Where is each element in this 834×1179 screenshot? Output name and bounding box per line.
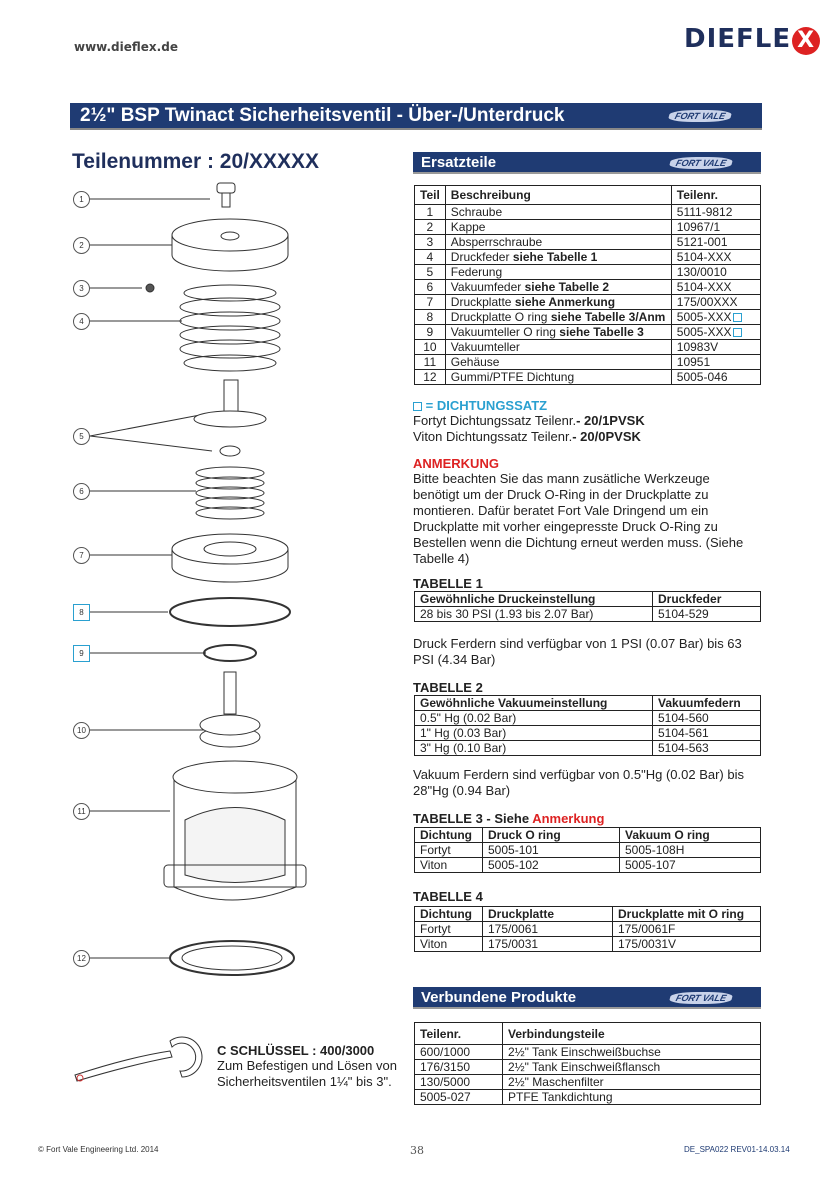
seal-kit-line1-pn: - 20/1PVSK <box>576 413 645 428</box>
table-row <box>415 922 761 937</box>
part-number-text: 10983V <box>676 340 719 354</box>
table-cell: 3 <box>415 235 446 250</box>
callout-3: 3 <box>73 280 90 297</box>
table3-heading <box>413 811 604 826</box>
table-cell: 5005-108H <box>620 843 761 858</box>
table-row <box>415 325 761 340</box>
table-cell: 175/0031V <box>613 937 761 952</box>
note-text: Bitte beachten Sie das mann zusätliche Werkzeuge benötigt um der Druck O-Ring in der Druckplatte zu montieren. Dafür beratet Fort Vale Dringend um ein Druckplatte mit vorher eingepresste Druck O-Ring zu Bestellen wenn die Dichtung erneut werden muss. (Siehe Tabelle 4) <box>413 471 744 566</box>
part-gasket <box>170 941 294 975</box>
table2-note: Vakuum Ferdern sind verfügbar von 0.5"Hg (0.02 Bar) bis 28"Hg (0.94 Bar) <box>413 767 744 798</box>
table-cell <box>445 265 671 280</box>
callout-4: 4 <box>73 313 90 330</box>
fort-vale-badge-related: FORT VALE <box>667 991 735 1005</box>
seal-kit-square-icon <box>733 328 742 337</box>
part-number-text: 10967/1 <box>676 220 721 234</box>
page-number: 38 <box>410 1144 424 1157</box>
description-text: Vakuumfeder <box>450 280 525 294</box>
table-cell <box>445 295 671 310</box>
spares-header-row <box>415 186 761 205</box>
logo-x: X <box>792 27 820 55</box>
part-o-ring-8 <box>170 598 290 626</box>
table-cell: 5 <box>415 265 446 280</box>
table-row <box>415 711 761 726</box>
table-cell <box>445 205 671 220</box>
part-screw <box>217 183 235 207</box>
seal-kit-line1: Fortyt Dichtungssatz Teilenr. <box>413 413 577 428</box>
table-cell <box>671 220 760 235</box>
seal-kit-label: = DICHTUNGSSATZ <box>425 398 548 413</box>
related-heading-bar <box>413 987 761 1009</box>
table-cell: 10 <box>415 340 446 355</box>
part-o-ring-9 <box>204 645 256 661</box>
table-cell <box>671 295 760 310</box>
table4 <box>414 906 761 952</box>
table-cell: 600/1000 <box>415 1045 503 1060</box>
table-cell <box>445 310 671 325</box>
table-cell: 5104-561 <box>653 726 761 741</box>
page-title: 2½" BSP Twinact Sicherheitsventil - Über-/Unterdruck <box>80 105 565 126</box>
table-cell: 4 <box>415 250 446 265</box>
table-cell: 175/0061 <box>483 922 613 937</box>
table-cell <box>671 235 760 250</box>
table-cell: 5005-102 <box>483 858 620 873</box>
table-row <box>415 310 761 325</box>
table-cell: 1 <box>415 205 446 220</box>
col-header: Vakuum O ring <box>620 828 761 843</box>
table3 <box>414 827 761 873</box>
part-number-text: 5005-046 <box>676 370 728 384</box>
table-cell <box>445 355 671 370</box>
table3-heading-text: TABELLE 3 - Siehe <box>413 811 533 826</box>
table-cell: 175/0061F <box>613 922 761 937</box>
callout-8: 8 <box>73 604 90 621</box>
part-number-text: 130/0010 <box>676 265 727 279</box>
note-block <box>413 456 758 567</box>
table1 <box>414 591 761 622</box>
col-header: Gewöhnliche Vakuumeinstellung <box>415 696 653 711</box>
col-header: Dichtung <box>415 828 483 843</box>
part-spring-stem <box>194 380 266 456</box>
table-cell: 175/0031 <box>483 937 613 952</box>
table-cell: PTFE Tankdichtung <box>503 1090 761 1105</box>
callout-1: 1 <box>73 191 90 208</box>
table1-note: Druck Ferdern sind verfügbar von 1 PSI (0.07 Bar) bis 63 PSI (4.34 Bar) <box>413 636 742 667</box>
callout-2: 2 <box>73 237 90 254</box>
table-cell: 2½" Tank Einschweißflansch <box>503 1060 761 1075</box>
table-cell <box>445 370 671 385</box>
table-cell: Viton <box>415 937 483 952</box>
table4-heading: TABELLE 4 <box>413 889 483 904</box>
col-header: Dichtung <box>415 907 483 922</box>
table-cell <box>671 340 760 355</box>
part-number-text: 5005-XXX <box>676 325 732 339</box>
table-cell: 2 <box>415 220 446 235</box>
description-ref: siehe Anmerkung <box>514 295 616 309</box>
seal-kit-line2-pn: - 20/0PVSK <box>572 429 641 444</box>
page-title-bar <box>70 103 762 130</box>
table-cell <box>445 325 671 340</box>
table-row <box>415 280 761 295</box>
part-number-text: 5104-XXX <box>676 250 732 264</box>
table-cell <box>445 280 671 295</box>
part-number-text: 10951 <box>676 355 711 369</box>
wrench-block <box>217 1043 402 1090</box>
note-heading: ANMERKUNG <box>413 456 499 471</box>
callout-12: 12 <box>73 950 90 967</box>
part-number-text: 5111-9812 <box>676 205 733 219</box>
logo-text: DIEFLE <box>684 24 792 54</box>
table-cell: 5104-529 <box>653 607 761 622</box>
table-row <box>415 843 761 858</box>
table-cell: Fortyt <box>415 922 483 937</box>
table-cell <box>671 280 760 295</box>
exploded-view-diagram <box>60 175 380 985</box>
description-ref: siehe Tabelle 3 <box>559 325 644 339</box>
wrench-title: C SCHLÜSSEL : 400/3000 <box>217 1043 375 1058</box>
table-cell <box>671 325 760 340</box>
table-cell: 6 <box>415 280 446 295</box>
table-row <box>415 220 761 235</box>
table2 <box>414 695 761 756</box>
footer-doc-ref: DE_SPA022 REV01-14.03.14 <box>684 1145 790 1154</box>
table-row <box>415 858 761 873</box>
part-number-text: 175/00XXX <box>676 295 738 309</box>
col-header: Teil <box>415 186 446 205</box>
table-cell: 176/3150 <box>415 1060 503 1075</box>
part-stop-screw <box>146 284 154 292</box>
description-text: Gummi/PTFE Dichtung <box>450 370 575 384</box>
fort-vale-badge-spares: FORT VALE <box>667 156 735 170</box>
description-text: Gehäuse <box>450 355 500 369</box>
callout-5: 5 <box>73 428 90 445</box>
table-row <box>415 741 761 756</box>
table-row <box>415 1045 761 1060</box>
dieflex-logo <box>684 24 820 55</box>
table-row <box>415 295 761 310</box>
table-cell: 9 <box>415 325 446 340</box>
table-cell: 2½" Tank Einschweißbuchse <box>503 1045 761 1060</box>
description-text: Druckplatte O ring <box>450 310 551 324</box>
col-header: Druckplatte mit O ring <box>613 907 761 922</box>
part-number-text: 5104-XXX <box>676 280 732 294</box>
table-cell <box>445 250 671 265</box>
description-text: Absperrschraube <box>450 235 543 249</box>
table3-heading-link: Anmerkung <box>532 811 605 826</box>
table1-heading: TABELLE 1 <box>413 576 483 591</box>
table-row <box>415 726 761 741</box>
leader-line-5a <box>90 415 200 436</box>
website-url: www.dieflex.de <box>74 40 178 54</box>
table-cell <box>671 265 760 280</box>
leader-line-5b <box>90 436 212 451</box>
part-cap <box>172 219 288 271</box>
part-vacuum-spring <box>196 467 264 519</box>
col-header: Druckfeder <box>653 592 761 607</box>
callout-7: 7 <box>73 547 90 564</box>
table-cell <box>445 340 671 355</box>
description-text: Federung <box>450 265 503 279</box>
table-row <box>415 235 761 250</box>
table-row <box>415 607 761 622</box>
related-table <box>414 1022 761 1105</box>
table-row <box>415 937 761 952</box>
fort-vale-badge: FORT VALE <box>666 109 734 123</box>
table2-heading: TABELLE 2 <box>413 680 483 695</box>
description-text: Kappe <box>450 220 486 234</box>
table-cell <box>671 355 760 370</box>
callout-9: 9 <box>73 645 90 662</box>
table-row <box>415 1075 761 1090</box>
table-cell: 7 <box>415 295 446 310</box>
table-row <box>415 340 761 355</box>
table-cell: 1" Hg (0.03 Bar) <box>415 726 653 741</box>
table-cell: Viton <box>415 858 483 873</box>
spares-heading-bar <box>413 152 761 174</box>
table-cell: 5005-027 <box>415 1090 503 1105</box>
c-wrench-illustration <box>70 1035 210 1095</box>
table-cell: Fortyt <box>415 843 483 858</box>
col-header: Verbindungsteile <box>503 1023 761 1045</box>
table-row <box>415 1060 761 1075</box>
col-header: Vakuumfedern <box>653 696 761 711</box>
wrench-text: Zum Befestigen und Lösen von Sicherheitsventilen 1¼" bis 3". <box>217 1058 397 1089</box>
table-row <box>415 265 761 280</box>
table-cell <box>445 220 671 235</box>
seal-kit-line2: Viton Dichtungssatz Teilenr. <box>413 429 573 444</box>
part-vacuum-plate <box>200 672 260 747</box>
col-header: Teilenr. <box>415 1023 503 1045</box>
part-pressure-plate <box>172 534 288 582</box>
table-cell <box>445 235 671 250</box>
spares-table <box>414 185 761 385</box>
table-cell: 5005-101 <box>483 843 620 858</box>
part-pressure-spring <box>180 285 280 371</box>
table-cell <box>671 250 760 265</box>
table-cell <box>671 310 760 325</box>
spares-heading: Ersatzteile <box>421 154 497 171</box>
seal-kit-square-icon <box>733 313 742 322</box>
table-row <box>415 205 761 220</box>
seal-kit-legend <box>413 398 645 445</box>
table-cell: 12 <box>415 370 446 385</box>
table-cell: 8 <box>415 310 446 325</box>
callout-10: 10 <box>73 722 90 739</box>
description-text: Vakuumteller <box>450 340 520 354</box>
description-ref: siehe Tabelle 2 <box>524 280 610 294</box>
table-cell: 5104-563 <box>653 741 761 756</box>
related-heading: Verbundene Produkte <box>421 989 577 1006</box>
callout-11: 11 <box>73 803 90 820</box>
col-header: Gewöhnliche Druckeinstellung <box>415 592 653 607</box>
table-cell <box>671 370 760 385</box>
part-number-text: 5121-001 <box>676 235 728 249</box>
col-header: Beschreibung <box>445 186 671 205</box>
description-text: Druckplatte <box>450 295 515 309</box>
table-row <box>415 370 761 385</box>
callout-6: 6 <box>73 483 90 500</box>
table-cell: 5005-107 <box>620 858 761 873</box>
table-row <box>415 250 761 265</box>
col-header: Druckplatte <box>483 907 613 922</box>
table-cell: 130/5000 <box>415 1075 503 1090</box>
part-number: Teilenummer : 20/XXXXX <box>72 150 320 173</box>
description-text: Vakuumteller O ring <box>450 325 560 339</box>
table-cell: 28 bis 30 PSI (1.93 bis 2.07 Bar) <box>415 607 653 622</box>
description-ref: siehe Tabelle 1 <box>512 250 598 264</box>
description-ref: siehe Tabelle 3/Anm <box>550 310 666 324</box>
table-cell: 11 <box>415 355 446 370</box>
footer-copyright: © Fort Vale Engineering Ltd. 2014 <box>38 1145 159 1154</box>
part-body <box>164 761 306 900</box>
seal-kit-square-icon <box>413 402 422 411</box>
table-cell: 0.5" Hg (0.02 Bar) <box>415 711 653 726</box>
col-header: Teilenr. <box>671 186 760 205</box>
part-number-text: 5005-XXX <box>676 310 732 324</box>
table-cell: 5104-560 <box>653 711 761 726</box>
table-row <box>415 355 761 370</box>
table-cell: 3" Hg (0.10 Bar) <box>415 741 653 756</box>
description-text: Druckfeder <box>450 250 513 264</box>
table-row <box>415 1090 761 1105</box>
col-header: Druck O ring <box>483 828 620 843</box>
table-cell: 2½" Maschenfilter <box>503 1075 761 1090</box>
table-cell <box>671 205 760 220</box>
description-text: Schraube <box>450 205 503 219</box>
